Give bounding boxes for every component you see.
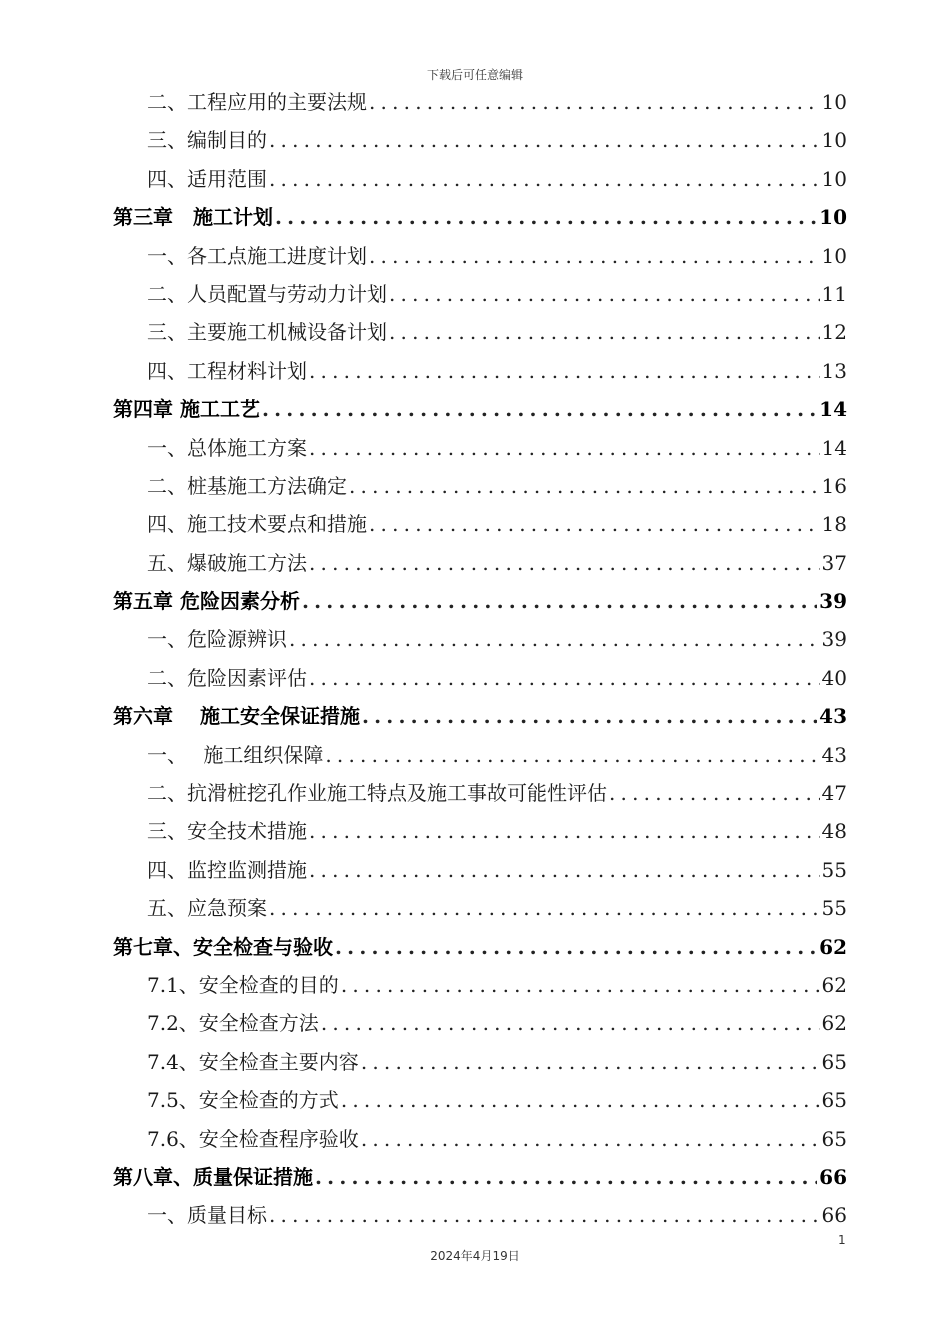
toc-entry-page: 39 [819,589,847,614]
toc-entry-page: 13 [821,358,847,383]
toc-chapter-entry[interactable] [113,198,847,236]
toc-entry-title: 二、桩基施工方法确定 [147,473,347,498]
toc-dot-leader [309,429,820,467]
toc-entry-title: 第八章、质量保证措施 [113,1164,313,1189]
toc-chapter-entry[interactable] [113,390,847,428]
toc-entry-title: 三、主要施工机械设备计划 [147,320,387,345]
toc-chapter-entry[interactable] [113,582,847,620]
toc-dot-leader [361,1043,820,1081]
toc-section-entry[interactable] [113,1196,847,1234]
toc-entry-title: 第六章 施工安全保证措施 [113,704,360,729]
toc-entry-page: 62 [821,972,847,997]
toc-dot-leader [321,1004,820,1042]
toc-entry-title: 一、危险源辨识 [147,627,287,652]
toc-section-entry[interactable] [113,889,847,927]
toc-entry-page: 62 [819,934,847,959]
toc-entry-title: 一、质量目标 [147,1203,267,1228]
toc-dot-leader [269,121,820,159]
toc-dot-leader [269,889,820,927]
toc-entry-title: 7.1、安全检查的目的 [147,972,339,997]
toc-entry-title: 三、安全技术措施 [147,819,307,844]
toc-section-entry[interactable] [113,313,847,351]
toc-section-entry[interactable] [113,121,847,159]
toc-entry-page: 14 [821,435,847,460]
toc-entry-page: 55 [821,896,847,921]
toc-dot-leader [389,275,820,313]
toc-entry-page: 14 [819,397,847,422]
toc-section-entry[interactable] [113,352,847,390]
toc-entry-title: 第三章 施工计划 [113,205,273,230]
toc-dot-leader [369,237,820,275]
toc-dot-leader [361,1120,820,1158]
toc-entry-page: 62 [821,1011,847,1036]
toc-entry-page: 66 [819,1164,847,1189]
toc-chapter-entry[interactable] [113,697,847,735]
toc-entry-page: 55 [821,857,847,882]
toc-entry-title: 四、施工技术要点和措施 [147,512,367,537]
toc-entry-page: 10 [819,205,847,230]
toc-entry-page: 66 [821,1203,847,1228]
toc-dot-leader [269,1196,820,1234]
toc-dot-leader [609,774,820,812]
toc-entry-title: 7.6、安全检查程序验收 [147,1126,359,1151]
toc-dot-leader [369,505,820,543]
toc-entry-page: 40 [821,665,847,690]
toc-entry-title: 一、各工点施工进度计划 [147,243,367,268]
toc-dot-leader [275,198,817,236]
toc-entry-page: 47 [821,781,847,806]
toc-section-entry[interactable] [113,851,847,889]
toc-entry-page: 48 [821,819,847,844]
toc-dot-leader [262,390,817,428]
toc-section-entry[interactable] [113,160,847,198]
toc-entry-page: 11 [821,281,847,306]
toc-entry-title: 7.5、安全检查的方式 [147,1088,339,1113]
toc-entry-page: 10 [821,89,847,114]
toc-section-entry[interactable] [113,467,847,505]
toc-section-entry[interactable] [113,1081,847,1119]
toc-entry-page: 65 [821,1126,847,1151]
toc-entry-title: 7.4、安全检查主要内容 [147,1049,359,1074]
toc-entry-title: 二、人员配置与劳动力计划 [147,281,387,306]
toc-dot-leader [309,544,820,582]
toc-dot-leader [369,83,820,121]
toc-entry-title: 四、工程材料计划 [147,358,307,383]
toc-entry-title: 五、爆破施工方法 [147,550,307,575]
toc-entry-title: 二、抗滑桩挖孔作业施工特点及施工事故可能性评估 [147,781,607,806]
toc-entry-page: 10 [821,166,847,191]
toc-entry-title: 第四章 施工工艺 [113,397,260,422]
page-header: 下载后可任意编辑 [426,68,523,82]
toc-dot-leader [325,736,819,774]
toc-section-entry[interactable] [113,659,847,697]
toc-section-entry[interactable] [113,429,847,467]
toc-section-entry[interactable] [113,1004,847,1042]
toc-section-entry[interactable] [113,1043,847,1081]
toc-entry-title: 一、 施工组织保障 [147,742,324,767]
toc-section-entry[interactable] [113,1120,847,1158]
toc-section-entry[interactable] [113,620,847,658]
toc-dot-leader [349,467,820,505]
toc-dot-leader [309,659,820,697]
toc-dot-leader [269,160,820,198]
toc-dot-leader [341,1081,820,1119]
toc-chapter-entry[interactable] [113,1158,847,1196]
page-number: 1 [838,1233,846,1247]
toc-entry-title: 一、总体施工方案 [147,435,307,460]
toc-chapter-entry[interactable] [113,928,847,966]
toc-entry-page: 10 [821,243,847,268]
toc-section-entry[interactable] [113,544,847,582]
toc-dot-leader [309,851,820,889]
toc-dot-leader [335,928,817,966]
toc-dot-leader [289,620,820,658]
table-of-contents [113,83,847,1235]
toc-entry-page: 10 [821,128,847,153]
toc-entry-page: 65 [821,1088,847,1113]
toc-entry-page: 43 [821,742,847,767]
toc-dot-leader [362,697,817,735]
toc-dot-leader [309,352,820,390]
toc-dot-leader [302,582,817,620]
toc-section-entry[interactable] [113,774,847,812]
toc-entry-title: 三、编制目的 [147,128,267,153]
page-footer-date: 2024年4月19日 [430,1249,520,1263]
toc-entry-title: 四、监控监测措施 [147,857,307,882]
toc-section-entry[interactable] [113,966,847,1004]
toc-dot-leader [389,313,820,351]
toc-entry-title: 7.2、安全检查方法 [147,1011,319,1036]
toc-entry-page: 43 [819,704,847,729]
toc-section-entry[interactable] [113,83,847,121]
toc-entry-page: 37 [821,550,847,575]
toc-section-entry[interactable] [113,275,847,313]
toc-entry-page: 39 [821,627,847,652]
toc-dot-leader [315,1158,817,1196]
toc-entry-title: 二、危险因素评估 [147,665,307,690]
toc-dot-leader [309,812,820,850]
toc-section-entry[interactable] [113,736,847,774]
toc-entry-page: 18 [821,512,847,537]
toc-entry-title: 二、工程应用的主要法规 [147,89,367,114]
toc-entry-title: 第五章 危险因素分析 [113,589,300,614]
toc-entry-page: 16 [821,473,847,498]
toc-entry-title: 第七章、安全检查与验收 [113,934,333,959]
toc-section-entry[interactable] [113,505,847,543]
toc-section-entry[interactable] [113,237,847,275]
toc-dot-leader [341,966,820,1004]
toc-entry-page: 12 [821,320,847,345]
toc-entry-page: 65 [821,1049,847,1074]
toc-entry-title: 五、应急预案 [147,896,267,921]
toc-entry-title: 四、适用范围 [147,166,267,191]
toc-section-entry[interactable] [113,812,847,850]
